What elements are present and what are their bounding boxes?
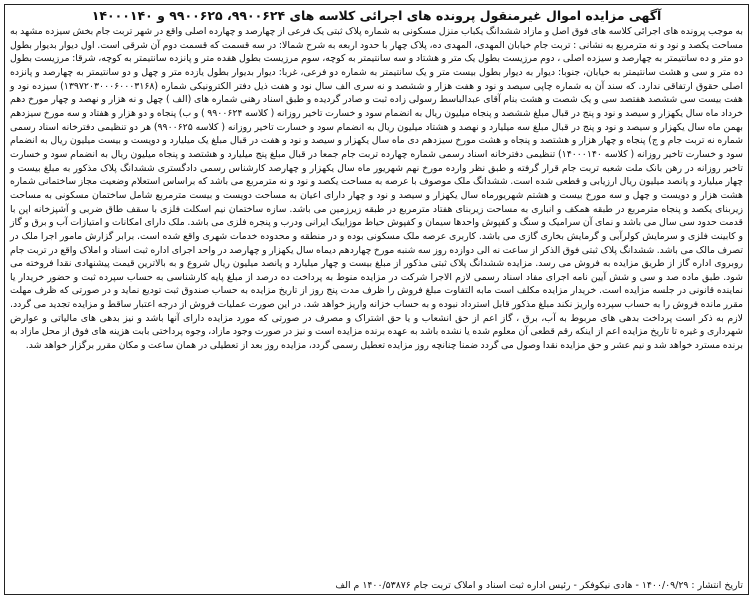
notice-body-text: به موجب پرونده های اجرائی کلاسه های فوق اصل و مازاد ششدانگ یکباب منزل مسکونی به شماره پلاک ثبتی یک فرعی از چهارصد و چهارده اصلی واقع در شهر تربت جام بخش سیزده مشهد به مساحت یکصد و نود و نه مترمربع به نشانی : تربت جام خیابان المهدی، المهدی ده، پلاک چهار با حدود اربعه به شرح شمالا: در سه قسمت که قسمت دوم آن شرقی است. اول دیوار بدیوار بطول دو متر و ده سانتیمتر به چهارصد و سیزده اصلی ، دوم مرزیست بطول یک متر و هشتاد و سه سانتیمتر به کوچه، سوم مرزیست بطول هفده متر و پانزده سانتیمتر به کوچه، شرقا: مرزیست بطول ده متر و سی و هشت سانتیمتر به خیابان، جنوبا: دیوار به دیوار بطول بیست متر و یک سانتیمتر به شماره دو فرعی، غربا: دیوار بدیوار بطول یازده متر و چهل و دو سانتیمتر به چهارصد و پانزده اصلی حقوق ارتفاقی ندارد. که سند آن به شماره چاپی سیصد و نود و هفت هزار و ششصد و نه سری الف سال نود و هفت ذیل دفتر الکترونیکی شماره (۱۳۹۷۲۰۳۰۰۰۶۰۰۰۳۱۶۸) سیزده نود و هفت بیست سی ششصد هفتصد سی و یک شصت و هشت بنام آقای عبدالباسط رسولی زاده ثبت و صادر گردیده و طبق اسناد رهنی شماره های (الف ) چهل و نه هزار و نهصد و چهار مورخ دهم خرداد ماه سال یکهزار و سیصد و نود و پنج در قبال مبلغ ششصد و پنجاه میلیون ریال به انضمام سود و خسارت تاخیر روزانه ( کلاسه ۹۹۰۰۶۲۴ ) و ب) پنجاه و دو هزار و هفتاد و سه مورخ سیزدهم بهمن ماه سال یکهزار و سیصد و نود و پنج در قبال مبلغ سه میلیارد و نهصد و هشتاد میلیون ریال به انضمام سود و خسارت تاخیر روزانه ( کلاسه ۹۹۰۰۶۲۵) هر دو تنظیمی دفترخانه اسناد رسمی شماره نه تربت جام و ج) پنجاه و چهار هزار و هشتصد و پنجاه و هشت مورخ سیزدهم دی ماه سال یکهزار و سیصد و نود و هفت در قبال مبلغ یک میلیارد و دویست و بیست میلیون ریال به انضمام سود و خسارت تاخیر روزانه ( کلاسه ۱۴۰۰۰۱۴۰) تنظیمی دفترخانه اسناد رسمی شماره چهارده تربت جام جمعا در قبال مبلغ پنج میلیارد و هشتصد و پنجاه میلیون ریال به انضمام سود و خسارت تاخیر روزانه در رهن بانک ملت شعبه تربت جام قرار گرفته و طبق نظر وارده مورخ نهم شهریور ماه سال یکهزار و چهارصد کارشناس رسمی دادگستری ششدانگ پلاک مذکور به مبلغ بیست و چهار میلیارد و پانصد میلیون ریال ارزیابی و قطعی شده است. ششدانگ ملک موصوف با عرصه به مساحت یکصد و نود و نه مترمربع می باشد که براساس استعلام وضعیت مجاز ساختمانی شماره هشت هزار و دویست و چهل و سه مورخ بیست و هشتم شهریورماه سال یکهزار و سیصد و نود و چهار دارای اعیان به مساحت دویست و بیست مترمربع شامل ساختمان مسکونی به مساحت زیربنای یکصد و پنجاه مترمربع در طبقه همکف و انباری به مساحت زیربنای هفتاد مترمربع در طبقه زیرزمین می باشد. سازه ساختمان نیم اسکلت فلزی با سقف طاق ضربی و آشپزخانه اپن با قدمت حدود سی سال می باشد و نمای آن سرامیک و سنگ و کفپوش واحدها سیمان و کفپوش حیاط موزاییک ایرانی ودرب و پنجره فلزی می باشد. ملک دارای امکانات و امتیازات آب و برق و گاز و کابینت فلزی و سرمایش کولرآبی و گرمایش بخاری گازی می باشد. کاربری عرصه ملک مسکونی بوده و در منطقه و محدوده خدمات شهری واقع شده است. برابر گزارش مامور اجرا ملک در تصرف مالک می باشد. ششدانگ پلاک ثبتی فوق الذکر از ساعت نه الی دوازده روز سه شنبه مورخ چهاردهم دیماه سال یکهزار و چهارصد در واحد اجرای اداره ثبت اسناد و املاک واقع در تربت جام روبروی اداره گاز از طریق مزایده به فروش می رسد. مزایده ششدانگ پلاک ثبتی مذکور از مبلغ بیست و چهار میلیارد و پانصد میلیون ریال شروع و به بالاترین قیمت پیشنهادی نقدا فروخته می شود. طبق ماده صد و سی و شش آیین نامه اجرای مفاد اسناد رسمی لازم الاجرا شرکت در مزایده منوط به پرداخت ده درصد از مبلغ پایه کارشناسی به حساب سپرده ثبت و حضور خریدار یا نماینده قانونی در جلسه مزایده است. خریدار مزایده مکلف است مابه التفاوت مبلغ فروش را ظرف مدت پنج روز از تاریخ مزایده به حساب صندوق ثبت تودیع نماید و در صورتی که ظرف مهلت مقرر مانده فروش را به حساب سپرده واریز نکند مبلغ مذکور قابل استرداد نبوده و به حساب خزانه واریز خواهد شد. در این صورت عملیات فروش از درجه اعتبار ساقط و مزایده تجدید می گردد. لازم به ذکر است پرداخت بدهی های مربوط به آب، برق ، گاز اعم از حق انشعاب و یا حق اشتراک و مصرف در صورتی که مورد مزایده دارای آنها باشد و نیز بدهی های مالیاتی و عوارض شهرداری و غیره تا تاریخ مزایده اعم از اینکه رقم قطعی آن معلوم شده یا نشده باشد به عهده برنده مزایده است و نیز در صورت وجود مازاد، وجوه پرداختی بابت هزینه های فوق از محل مازاد به برنده مسترد خواهد شد و نیم عشر و حق مزایده نقدا وصول می گردد ضمنا چنانچه روز مزایده تعطیل رسمی گردد، مزایده روز بعد از تعطیلی در همان ساعت و مکان مقرر برگزار خواهد شد.	[10, 26, 744, 352]
notice-footer: تاریخ انتشار : ۱۴۰۰/۰۹/۲۹ - هادی نیکوفکر - رئیس اداره ثبت اسناد و املاک تربت جام ۱۴۰۰/۵۳۸۷۶ م الف	[335, 580, 743, 591]
notice-frame	[4, 4, 749, 595]
notice-title: آگهی مزایده اموال غیرمنقول پرونده های اجرائی کلاسه های ۹۹۰۰۶۲۴، ۹۹۰۰۶۲۵ و ۱۴۰۰۰۱۴۰	[91, 8, 662, 23]
